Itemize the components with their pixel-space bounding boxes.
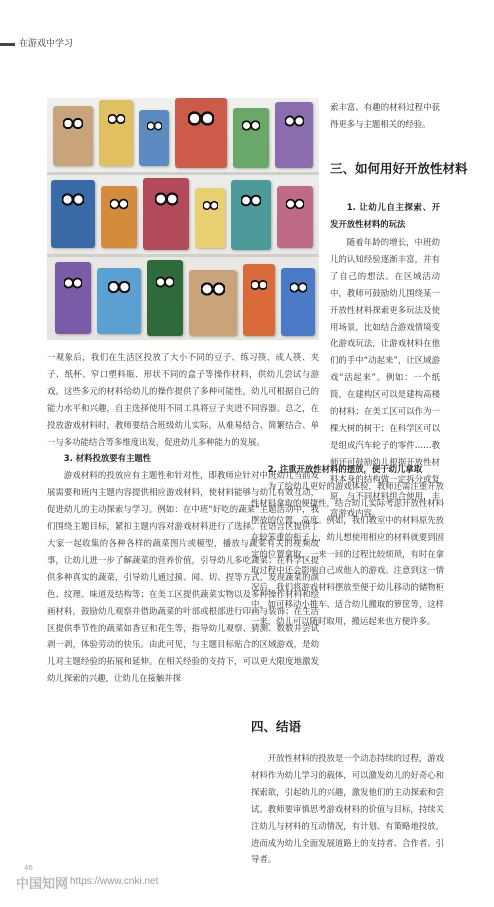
crafts-photo [47, 98, 319, 340]
cnki-url[interactable]: https://www.cnki.net [70, 876, 159, 887]
paragraph: 一观象后，我们在生活区投放了大小不同的豆子、练习筷、成人筷、夹子、纸杯、窄口塑料瓶、形状不同的盒子等操作材料，供幼儿尝试与游戏。这些多元的材料给幼儿的操作提供了多种可能性，幼儿可根据自己的能力水平和兴趣，自主选择使用不同工具将豆子夹进不同容器。总之，在投放游戏材料时，教师要结合班级幼儿实际，从难易结合、简繁结合、单一与多功能结合等多维度出发，促进幼儿多种能力的发展。 [47, 352, 319, 447]
header-rule [0, 43, 15, 46]
paragraph: 随着年龄的增长，中班幼儿的认知经验逐渐丰富，并有了自己的想法。在区域活动中，教师可鼓励幼儿围绕某一开放性材料探索更多玩法及使用场景，比如结合游戏情境变化游戏玩法，让游戏材料在他们的手中“动起来”，让区域游戏“活起来”。例如：一个纸筒，在建构区可以是建构高楼的材料；在美工区可以作为一棵大树的树干；在科学区可以是组成汽车轮子的零件……教师还可鼓励幼儿根据开放性材料本身的结构做一定拆分或复原，与不同材料组合使用，丰富游戏内容。 [330, 237, 440, 518]
conclusion [251, 750, 444, 868]
paragraph: 为了给幼儿更好的游戏体验，教师还需注重开放性材料拿取的便捷性，结合幼儿实际考虑开放性材料摆放的位置、高度。例如，我们教室中的材料原先放在较笨重的柜子上，幼儿想使用相应的材料就要到固定的位置拿取，一来一回的过程比较烦琐，有时在拿取过程中还会影响自己或他人的游戏。注意到这一情况后，我们将游戏材料摆放至便于幼儿移动的储物柜中，如可移动小推车、适合幼儿搬取的箩筐等，这样一来，幼儿可以随时取用，搬运起来也方便许多。 [251, 480, 444, 627]
subheading: 2. 注重开放性材料的摆放，便于幼儿拿取 [267, 464, 423, 474]
section-title: 在游戏中学习 [19, 39, 74, 49]
subheading: 1. 让幼儿自主探索、开发开放性材料的玩法 [330, 202, 440, 229]
section-heading-3: 三、如何用好开放性材料 [330, 161, 468, 176]
right-column-top [330, 99, 440, 133]
paragraph: 开放性材料的投放是一个动态持续的过程，游戏材料作为幼儿学习的载体，可以激发幼儿的好奇心和探索欲，引起幼儿的兴趣，激发他们的主动探索和尝试。教师要审慎思考游戏材料的价值与目标，持续关注幼儿与材料的互动情况，有计划、有策略地投放，进而成为幼儿全面发展道路上的支持者、合作者、引导者。 [251, 753, 444, 865]
section-heading-4: 四、结语 [251, 719, 302, 734]
cnki-logo: 中国知网 [16, 877, 69, 892]
right-column-sub1 [330, 199, 440, 233]
subheading: 3. 材料投放要有主题性 [63, 453, 152, 464]
paragraph: 游戏材料的投放应有主题性和针对性，即教师应针对中班幼儿当前发展需要和班内主题内容提供相应游戏材料，使材料能够与幼儿有效互动，促进幼儿的主动探索与学习。例如：在中班“好吃的蔬菜”主题活动中，我们围绕主题目标，紧扣主题内容对游戏材料进行了选择。在语言区提供了大家一起收集的各种各样的蔬菜图片或模型，播放与蔬菜有关的视频故事，让幼儿进一步了解蔬菜的营养价值，引导幼儿多吃蔬菜；在科学区提供多种真实的蔬菜，引导幼儿通过摸、闻、切、捏等方式，发现蔬菜的颜色、纹理、味道及结构等；在美工区提供蔬菜实物以及多种操作材料和绘画材料，鼓励幼儿观察并借助蔬菜的叶部或根部进行印画与装饰；在生活区提供季节性的蔬菜如香豆和花生等，指导幼儿观察、猜测、数数并尝试剥一剥，体验劳动的快乐。由此可见，与主题目标贴合的区域游戏，是幼儿对主题经验的拓展和延伸。在相关经验的支持下，可以更大限度地激发幼儿探索的兴趣，让幼儿在接触并探 [47, 470, 319, 684]
paragraph: 索丰富、有趣的材料过程中获得更多与主题相关的经验。 [330, 102, 440, 129]
right-column-lower [251, 349, 444, 630]
page-number: 46 [24, 864, 33, 872]
